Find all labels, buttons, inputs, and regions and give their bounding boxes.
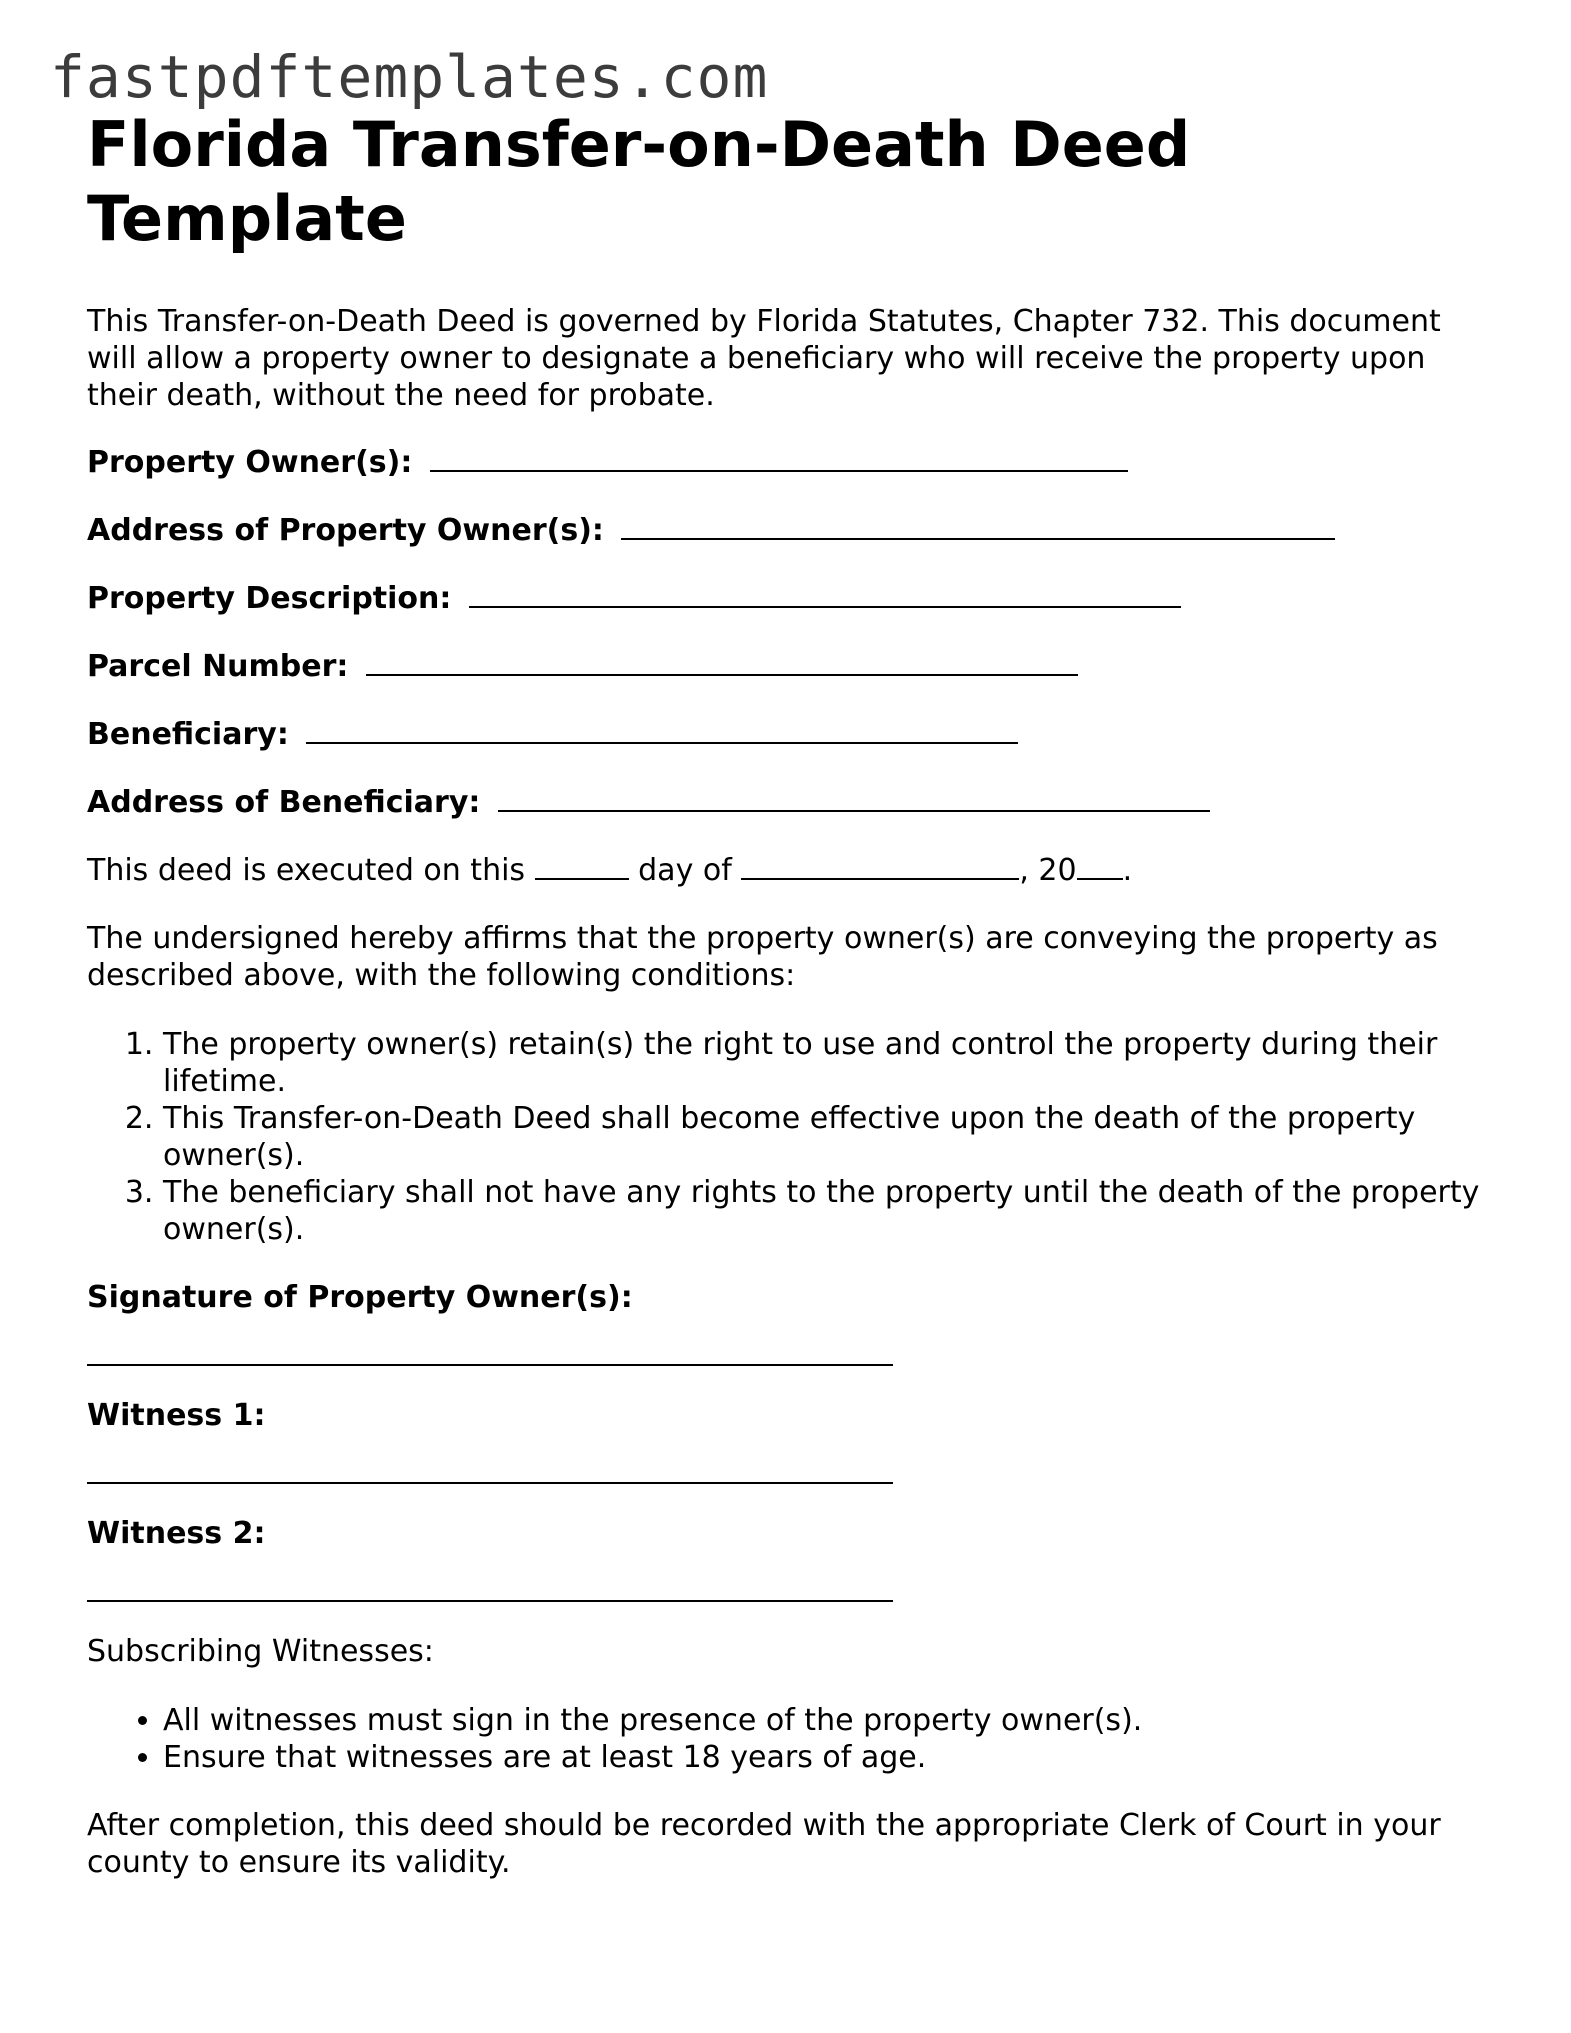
field-label: Beneficiary: (87, 717, 289, 752)
property-owners-blank[interactable] (430, 444, 1128, 472)
execution-suffix: . (1122, 853, 1133, 888)
field-parcel-number (87, 648, 1487, 685)
property-description-blank[interactable] (469, 580, 1181, 608)
witness-2-signature-line[interactable] (87, 1600, 893, 1602)
witness-2-label: Witness 2: (87, 1516, 266, 1551)
witness-requirements-list (87, 1702, 1487, 1776)
list-item: • Ensure that witnesses are at least 18 years of age. (163, 1739, 1487, 1776)
beneficiary-address-blank[interactable] (498, 784, 1210, 812)
list-item: 3. The beneficiary shall not have any rights to the property until the death of the property owner(s). (163, 1174, 1487, 1248)
field-beneficiary-address (87, 784, 1487, 821)
month-blank[interactable] (741, 852, 1019, 880)
field-label: Property Owner(s): (87, 445, 413, 480)
execution-year-prefix: 20 (1038, 853, 1077, 888)
field-property-owners (87, 444, 1487, 481)
field-label: Address of Property Owner(s): (87, 513, 604, 548)
execution-prefix: This deed is executed on this (87, 853, 526, 888)
watermark: fastpdftemplates.com (50, 43, 769, 111)
execution-day-label: day of (638, 853, 732, 888)
field-label: Address of Beneficiary: (87, 785, 481, 820)
document-title: Florida Transfer-on-Death Deed Template (87, 108, 1191, 255)
day-blank[interactable] (535, 852, 629, 880)
field-beneficiary (87, 716, 1487, 753)
owner-signature-label: Signature of Property Owner(s): (87, 1280, 633, 1315)
list-item: 1. The property owner(s) retain(s) the right to use and control the property during their lifetime. (163, 1026, 1487, 1100)
owner-signature-line[interactable] (87, 1364, 893, 1366)
field-label: Parcel Number: (87, 649, 349, 684)
subscribing-witnesses-heading: Subscribing Witnesses: (87, 1634, 434, 1669)
field-owner-address (87, 512, 1487, 549)
owner-address-blank[interactable] (621, 512, 1335, 540)
witness-1-label: Witness 1: (87, 1398, 266, 1433)
affirmation-paragraph: The undersigned hereby affirms that the property owner(s) are conveying the property as described above, with the following conditions: (87, 921, 1438, 993)
field-property-description (87, 580, 1487, 617)
parcel-number-blank[interactable] (366, 648, 1078, 676)
witness-1-signature-line[interactable] (87, 1482, 893, 1484)
conditions-list (87, 1026, 1487, 1248)
closing-paragraph: After completion, this deed should be recorded with the appropriate Clerk of Court in your county to ensure its validity. (87, 1808, 1441, 1880)
beneficiary-blank[interactable] (306, 716, 1018, 744)
intro-paragraph: This Transfer-on-Death Deed is governed by Florida Statutes, Chapter 732. This document will allow a property owner to designate a beneficiary who will receive the property upon their death, without the need for probate. (87, 304, 1441, 413)
field-label: Property Description: (87, 581, 452, 616)
list-item: 2. This Transfer-on-Death Deed shall become effective upon the death of the property owner(s). (163, 1100, 1487, 1174)
list-item: • All witnesses must sign in the presence of the property owner(s). (163, 1702, 1487, 1739)
year-blank[interactable] (1077, 852, 1123, 880)
document-page (87, 108, 1487, 1881)
execution-line: This deed is executed on this day of , 20 . (87, 853, 1133, 888)
